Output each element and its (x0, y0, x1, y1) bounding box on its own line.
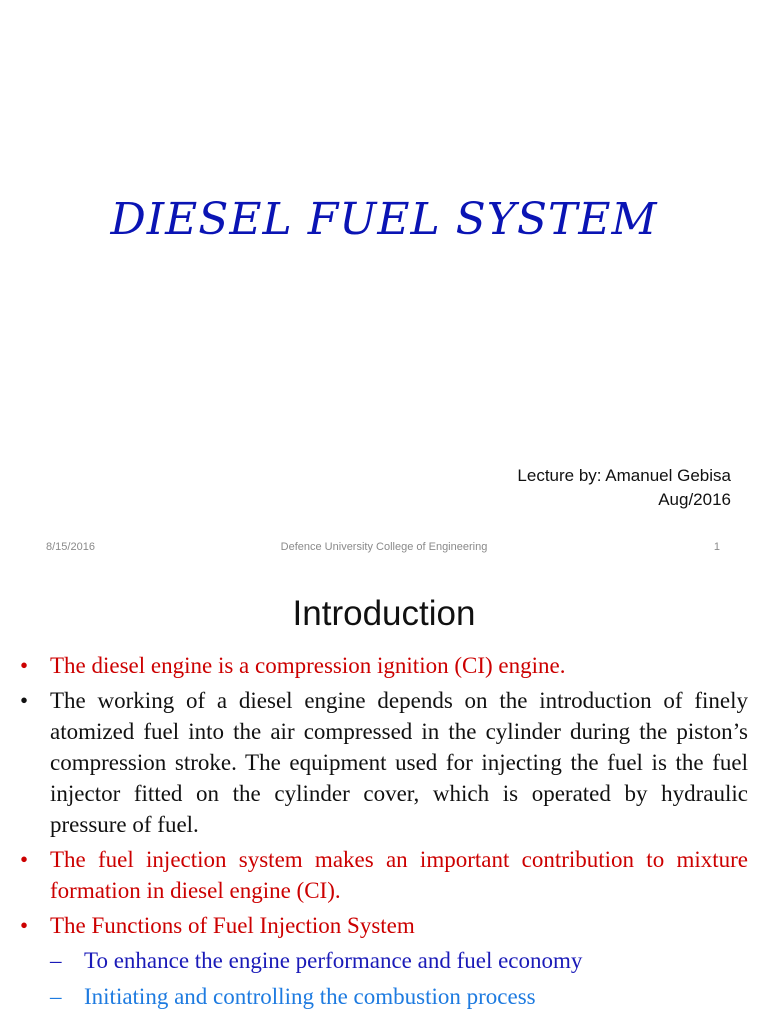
bullet-item (18, 844, 748, 906)
slide-footer (0, 541, 768, 557)
lecture-date: Aug/2016 (658, 490, 731, 509)
introduction-heading: Introduction (292, 594, 476, 633)
footer-date: 8/15/2016 (46, 541, 95, 553)
dash-icon: – (50, 984, 62, 1009)
slide-introduction (0, 572, 768, 1024)
footer-organization: Defence University College of Engineering (280, 541, 488, 553)
bullet-icon: • (20, 847, 29, 872)
lecture-byline (517, 464, 731, 512)
bullet-icon: • (20, 653, 29, 678)
dash-icon: – (50, 948, 62, 973)
bullet-icon: • (20, 913, 29, 938)
bullet-text: The diesel engine is a compression ignition (CI) engine. (50, 653, 566, 678)
sub-bullet-text: Initiating and controlling the combustion process (84, 984, 536, 1009)
sub-bullet-text: To enhance the engine performance and fuel economy (84, 948, 583, 973)
bullet-icon: • (20, 688, 29, 713)
slide-title-heading: DIESEL FUEL SYSTEM (110, 194, 658, 245)
bullet-item (18, 910, 748, 1012)
bullet-text: The Functions of Fuel Injection System (50, 913, 415, 938)
bullet-item (18, 650, 748, 681)
sub-bullet-item (50, 981, 748, 1012)
lecturer-name: Lecture by: Amanuel Gebisa (517, 466, 731, 485)
sub-bullet-item (50, 945, 748, 976)
sub-bullet-list (50, 945, 748, 1012)
bullet-text: The working of a diesel engine depends on the introduction of finely atomized fuel into the air compressed in the cylinder during the piston’s compression stroke. The equipment used for injecting the fuel is the fuel injector fitted on the cylinder cover, which is operated by hydraulic pressure of fuel. (50, 688, 748, 837)
bullet-list (18, 650, 748, 1017)
bullet-item (18, 685, 748, 840)
bullet-text: The fuel injection system makes an important contribution to mixture formation in diesel engine (CI). (50, 847, 748, 903)
footer-page-number: 1 (713, 541, 720, 553)
